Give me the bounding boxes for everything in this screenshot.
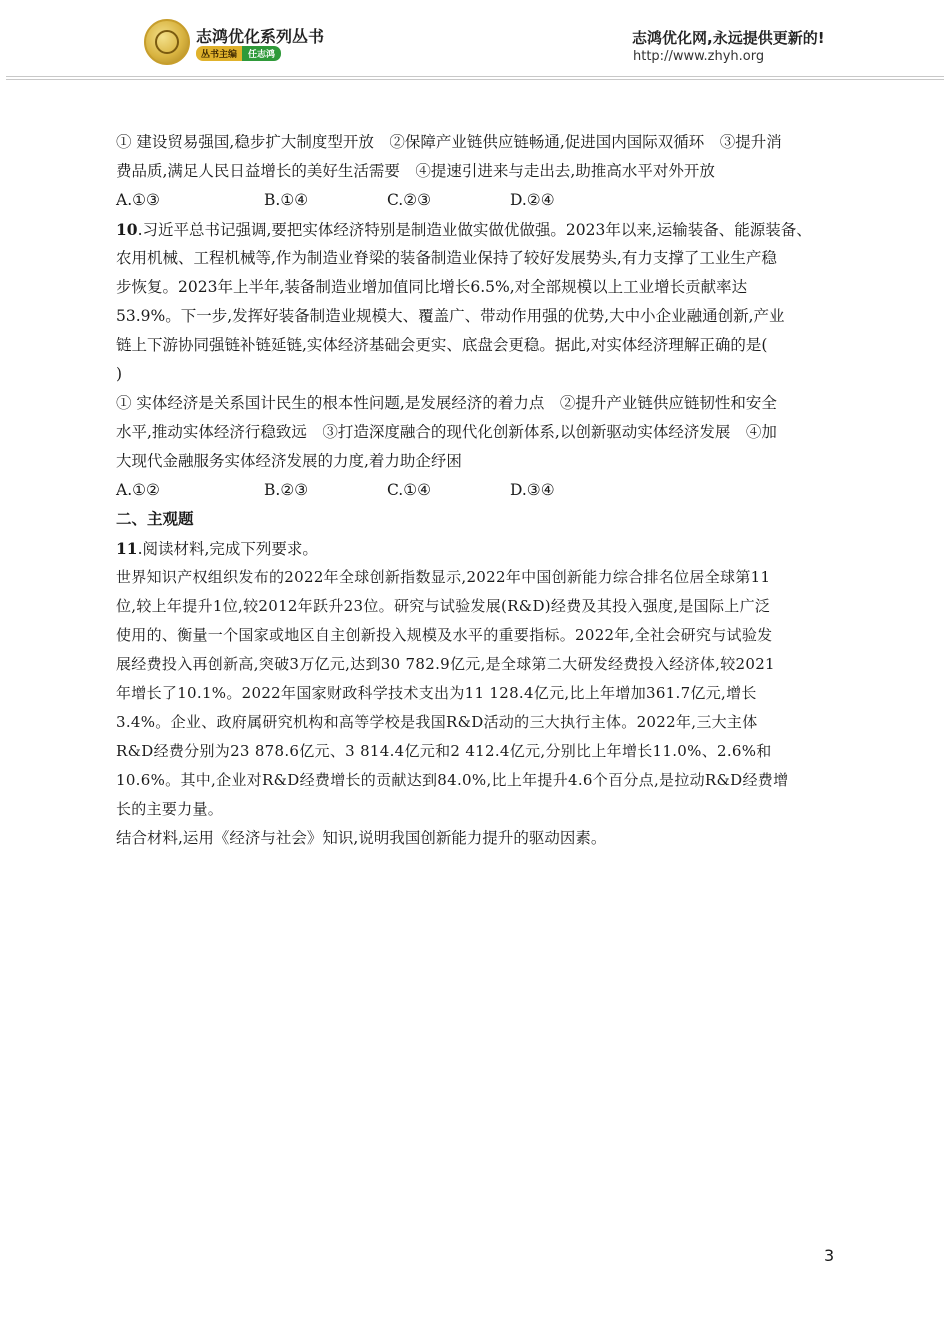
reading-material bbox=[116, 563, 832, 824]
question-stem-line: 10.习近平总书记强调,要把实体经济特别是制造业做实做优做强。2023年以来,运输装备、能源装备、 bbox=[116, 220, 812, 239]
editor-label: 丛书主编 bbox=[196, 46, 242, 61]
statement-line: 费品质,满足人民日益增长的美好生活需要 ④提速引进来与走出去,助推高水平对外开放 bbox=[116, 162, 715, 180]
header-slogan: 志鸿优化网,永远提供更新的! bbox=[632, 29, 825, 47]
statement-line: 水平,推动实体经济行稳致远 ③打造深度融合的现代化创新体系,以创新驱动实体经济发展 ④加 bbox=[116, 423, 777, 441]
option-c: C.②③ bbox=[387, 191, 432, 209]
statement-line: ① 建设贸易强国,稳步扩大制度型开放 ②保障产业链供应链畅通,促进国内国际双循环 ③提升消 bbox=[116, 133, 782, 151]
option-d: D.③④ bbox=[510, 481, 555, 499]
question-10-options bbox=[116, 476, 832, 505]
question-requirement: 结合材料,运用《经济与社会》知识,说明我国创新能力提升的驱动因素。 bbox=[116, 829, 607, 847]
question-prompt: 11.阅读材料,完成下列要求。 bbox=[116, 539, 318, 558]
material-line: 年增长了10.1%。2022年国家财政科学技术支出为11 128.4亿元,比上年增加361.7亿元,增长 bbox=[116, 684, 757, 702]
option-c: C.①④ bbox=[387, 481, 432, 499]
editor-tag bbox=[196, 46, 281, 61]
question-9-options bbox=[116, 186, 832, 215]
material-line: 3.4%。企业、政府属研究机构和高等学校是我国R&D活动的三大执行主体。2022年,三大主体 bbox=[116, 713, 758, 731]
question-stem-line: ) bbox=[116, 365, 123, 383]
material-line: 位,较上年提升1位,较2012年跃升23位。研究与试验发展(R&D)经费及其投入强度,是国际上广泛 bbox=[116, 597, 771, 615]
section-title: 二、主观题 bbox=[116, 510, 194, 528]
statement-line: ① 实体经济是关系国计民生的根本性问题,是发展经济的着力点 ②提升产业链供应链韧性和安全 bbox=[116, 394, 777, 412]
statement-line: 大现代金融服务实体经济发展的力度,着力助企纾困 bbox=[116, 452, 462, 470]
page-number: 3 bbox=[824, 1246, 835, 1265]
material-line: 10.6%。其中,企业对R&D经费增长的贡献达到84.0%,比上年提升4.6个百分点,是拉动R&D经费增 bbox=[116, 771, 789, 789]
question-9-statements bbox=[116, 128, 832, 186]
series-logo-emblem bbox=[144, 19, 190, 65]
question-10 bbox=[116, 215, 832, 505]
editor-name: 任志鸿 bbox=[242, 46, 281, 61]
option-d: D.②④ bbox=[510, 191, 555, 209]
series-title: 志鸿优化系列丛书 bbox=[196, 27, 325, 46]
header-url: http://www.zhyh.org bbox=[633, 49, 765, 64]
option-b: B.②③ bbox=[264, 481, 309, 499]
question-number: 11 bbox=[116, 539, 138, 558]
material-line: 长的主要力量。 bbox=[116, 800, 224, 818]
header-divider-1 bbox=[6, 76, 944, 77]
option-b: B.①④ bbox=[264, 191, 309, 209]
question-11 bbox=[116, 534, 832, 853]
material-line: 展经费投入再创新高,突破3万亿元,达到30 782.9亿元,是全球第二大研发经费投入经济体,较2021 bbox=[116, 655, 775, 673]
page-header bbox=[0, 0, 950, 84]
question-stem-line: 步恢复。2023年上半年,装备制造业增加值同比增长6.5%,对全部规模以上工业增长贡献率达 bbox=[116, 278, 748, 296]
question-stem-line: 农用机械、工程机械等,作为制造业脊梁的装备制造业保持了较好发展势头,有力支撑了工业生产稳 bbox=[116, 249, 777, 267]
material-line: 使用的、衡量一个国家或地区自主创新投入规模及水平的重要指标。2022年,全社会研究与试验发 bbox=[116, 626, 773, 644]
material-line: R&D经费分别为23 878.6亿元、3 814.4亿元和2 412.4亿元,分别比上年增长11.0%、2.6%和 bbox=[116, 742, 772, 760]
question-stem-line: 53.9%。下一步,发挥好装备制造业规模大、覆盖广、带动作用强的优势,大中小企业融通创新,产业 bbox=[116, 307, 785, 325]
material-line: 世界知识产权组织发布的2022年全球创新指数显示,2022年中国创新能力综合排名位居全球第11 bbox=[116, 568, 771, 586]
option-a: A.①③ bbox=[116, 191, 160, 209]
page-content bbox=[116, 128, 832, 853]
question-stem-line: 链上下游协同强链补链延链,实体经济基础会更实、底盘会更稳。据此,对实体经济理解正确的是( bbox=[116, 336, 768, 354]
option-a: A.①② bbox=[116, 481, 160, 499]
header-divider-2 bbox=[6, 79, 944, 80]
question-number: 10 bbox=[116, 220, 138, 239]
